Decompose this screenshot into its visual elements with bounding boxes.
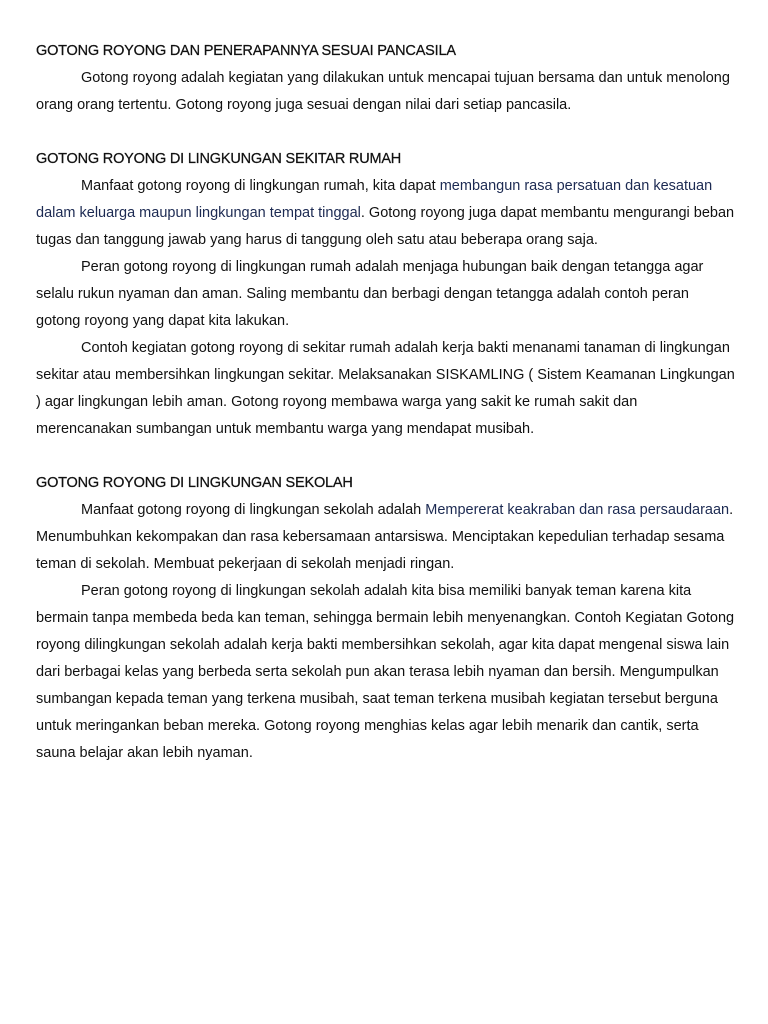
section-sekolah	[36, 470, 736, 767]
paragraph-text: Manfaat gotong royong di lingkungan rumah, kita dapat	[81, 178, 440, 194]
document-page	[36, 38, 736, 767]
paragraph	[36, 335, 736, 443]
paragraph-text: . Menumbuhkan kekompakan dan rasa kebersamaan antarsiswa. Menciptakan kepedulian terhadap sesama teman di sekolah. Membuat pekerjaan di sekolah menjadi ringan.	[36, 502, 734, 572]
section-heading: GOTONG ROYONG DI LINGKUNGAN SEKOLAH	[36, 475, 353, 491]
section-heading: GOTONG ROYONG DAN PENERAPANNYA SESUAI PANCASILA	[36, 43, 456, 59]
paragraph-text: . Gotong royong juga dapat membantu mengurangi beban tugas dan tanggung jawab yang harus di tanggung oleh satu atau beberapa orang saja.	[36, 205, 735, 248]
highlighted-text: Mempererat keakraban dan rasa persaudaraan	[425, 502, 730, 518]
paragraph	[36, 254, 736, 335]
section-pancasila	[36, 38, 736, 119]
paragraph-text: Peran gotong royong di lingkungan rumah adalah menjaga hubungan baik dengan tetangga agar selalu rukun nyaman dan aman. Saling membantu dan berbagi dengan tetangga adalah contoh peran gotong royong yang dapat kita lakukan.	[36, 259, 704, 329]
paragraph	[36, 65, 736, 119]
paragraph	[36, 497, 736, 578]
section-spacer	[36, 119, 736, 146]
section-rumah	[36, 146, 736, 443]
section-heading: GOTONG ROYONG DI LINGKUNGAN SEKITAR RUMAH	[36, 151, 402, 167]
paragraph-text: Contoh kegiatan gotong royong di sekitar rumah adalah kerja bakti menanami tanaman di lingkungan sekitar atau membersihkan lingkungan sekitar. Melaksanakan SISKAMLING ( Sistem Keamanan Lingkungan ) agar lingkungan lebih aman. Gotong royong membawa warga yang sakit ke rumah sakit dan merencanakan sumbangan untuk membantu warga yang mendapat musibah.	[36, 340, 735, 437]
highlighted-text: membangun rasa persatuan dan kesatuan dalam keluarga maupun lingkungan tempat tinggal	[36, 178, 713, 221]
paragraph	[36, 173, 736, 254]
paragraph	[36, 578, 736, 767]
section-spacer	[36, 443, 736, 470]
paragraph-text: Peran gotong royong di lingkungan sekolah adalah kita bisa memiliki banyak teman karena kita bermain tanpa membeda beda kan teman, sehingga bermain lebih menyenangkan. Contoh Kegiatan Gotong royong dilingkungan sekolah adalah kerja bakti membersihkan sekolah, agar kita dapat mengenal siswa lain dari berbagai kelas yang berbeda serta sekolah pun akan terasa lebih nyaman dan bersih. Mengumpulkan sumbangan kepada teman yang terkena musibah, saat teman terkena musibah kegiatan tersebut berguna untuk meringankan beban mereka. Gotong royong menghias kelas agar lebih menarik dan cantik, serta sauna belajar akan lebih nyaman.	[36, 583, 735, 761]
paragraph-text: Manfaat gotong royong di lingkungan sekolah adalah	[81, 502, 426, 518]
paragraph-text: Gotong royong adalah kegiatan yang dilakukan untuk mencapai tujuan bersama dan untuk menolong orang orang tertentu. Gotong royong juga sesuai dengan nilai dari setiap pancasila.	[36, 70, 730, 113]
